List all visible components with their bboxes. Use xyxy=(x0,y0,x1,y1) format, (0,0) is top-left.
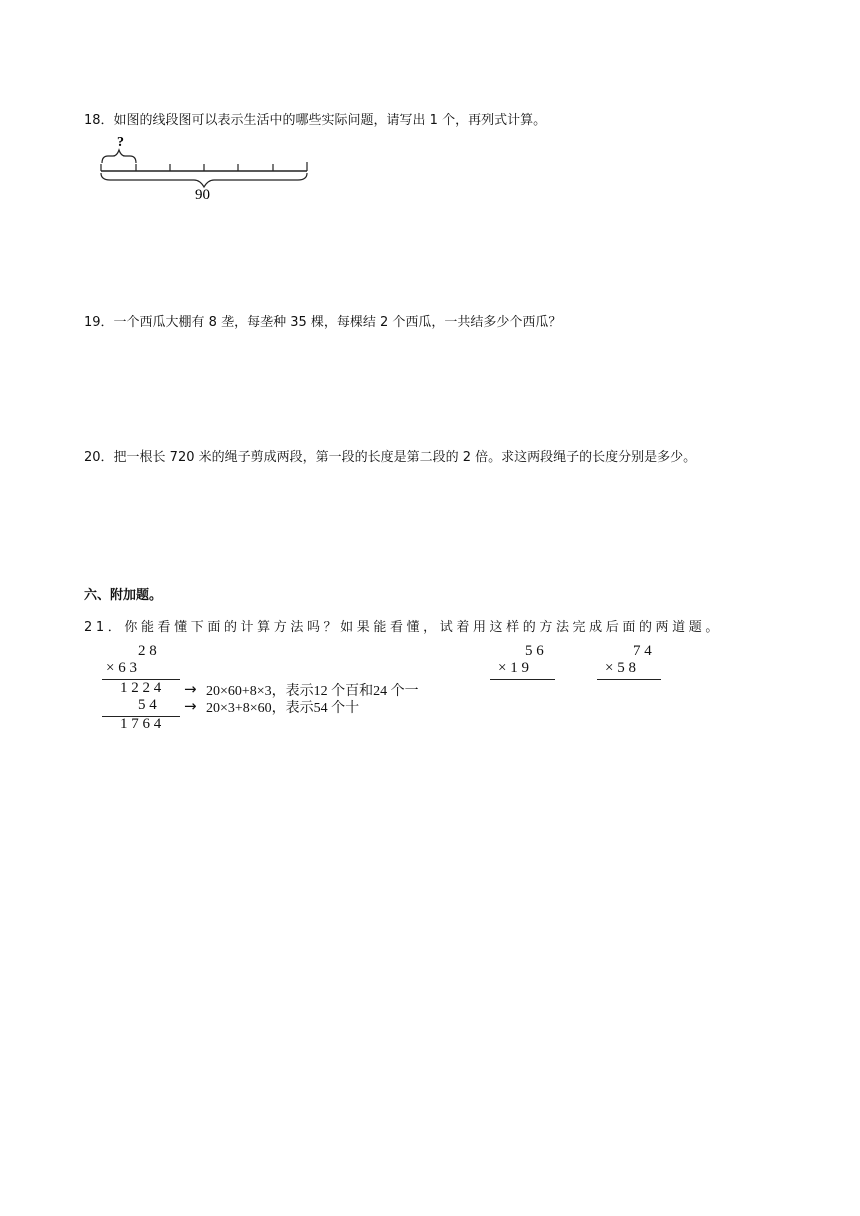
exercise-multiplier: × 5 8 xyxy=(605,660,636,676)
exercise-multiplier: × 1 9 xyxy=(498,660,529,676)
example-result: 1 7 6 4 xyxy=(120,716,162,732)
question-19-text: 19．一个西瓜大棚有 8 垄，每垄种 35 棵，每棵结 2 个西瓜，一共结多少个西瓜？ xyxy=(84,315,562,330)
example-partial-1: 1 2 2 4 xyxy=(120,680,162,696)
exercise-rule xyxy=(597,679,661,680)
example-multiplier: × 6 3 xyxy=(106,660,137,676)
exercise-1 xyxy=(488,643,560,683)
example-partial-2-note: 20×3+8×60，表示54 个十 xyxy=(206,701,360,716)
question-20-text: 20．把一根长 720 米的绳子剪成两段，第一段的长度是第二段的 2 倍。求这两段绳子的长度分别是多少。 xyxy=(84,450,697,465)
bottom-brace xyxy=(101,173,307,187)
total-label: 90 xyxy=(195,187,210,202)
question-mark-label: ? xyxy=(117,135,124,150)
question-21-text: 21．你能看懂下面的计算方法吗？如果能看懂，试着用这样的方法完成后面的两道题。 xyxy=(84,620,722,635)
worked-example xyxy=(96,643,476,735)
section-title: 六、附加题。 xyxy=(84,588,163,603)
example-partial-1-note: 20×60+8×3，表示12 个百和24 个一 xyxy=(206,684,419,699)
arrow-icon: → xyxy=(184,697,197,715)
line-segment-figure xyxy=(96,132,316,202)
question-18-text: 18．如图的线段图可以表示生活中的哪些实际问题，请写出 1 个，再列式计算。 xyxy=(84,113,547,128)
exercise-multiplicand: 7 4 xyxy=(633,643,652,659)
example-multiplicand: 2 8 xyxy=(138,643,157,659)
arrow-icon: → xyxy=(184,680,197,698)
exercise-2 xyxy=(595,643,667,683)
top-brace xyxy=(102,150,136,163)
exercise-multiplicand: 5 6 xyxy=(525,643,544,659)
exercise-rule xyxy=(490,679,555,680)
example-partial-2: 5 4 xyxy=(138,697,157,713)
